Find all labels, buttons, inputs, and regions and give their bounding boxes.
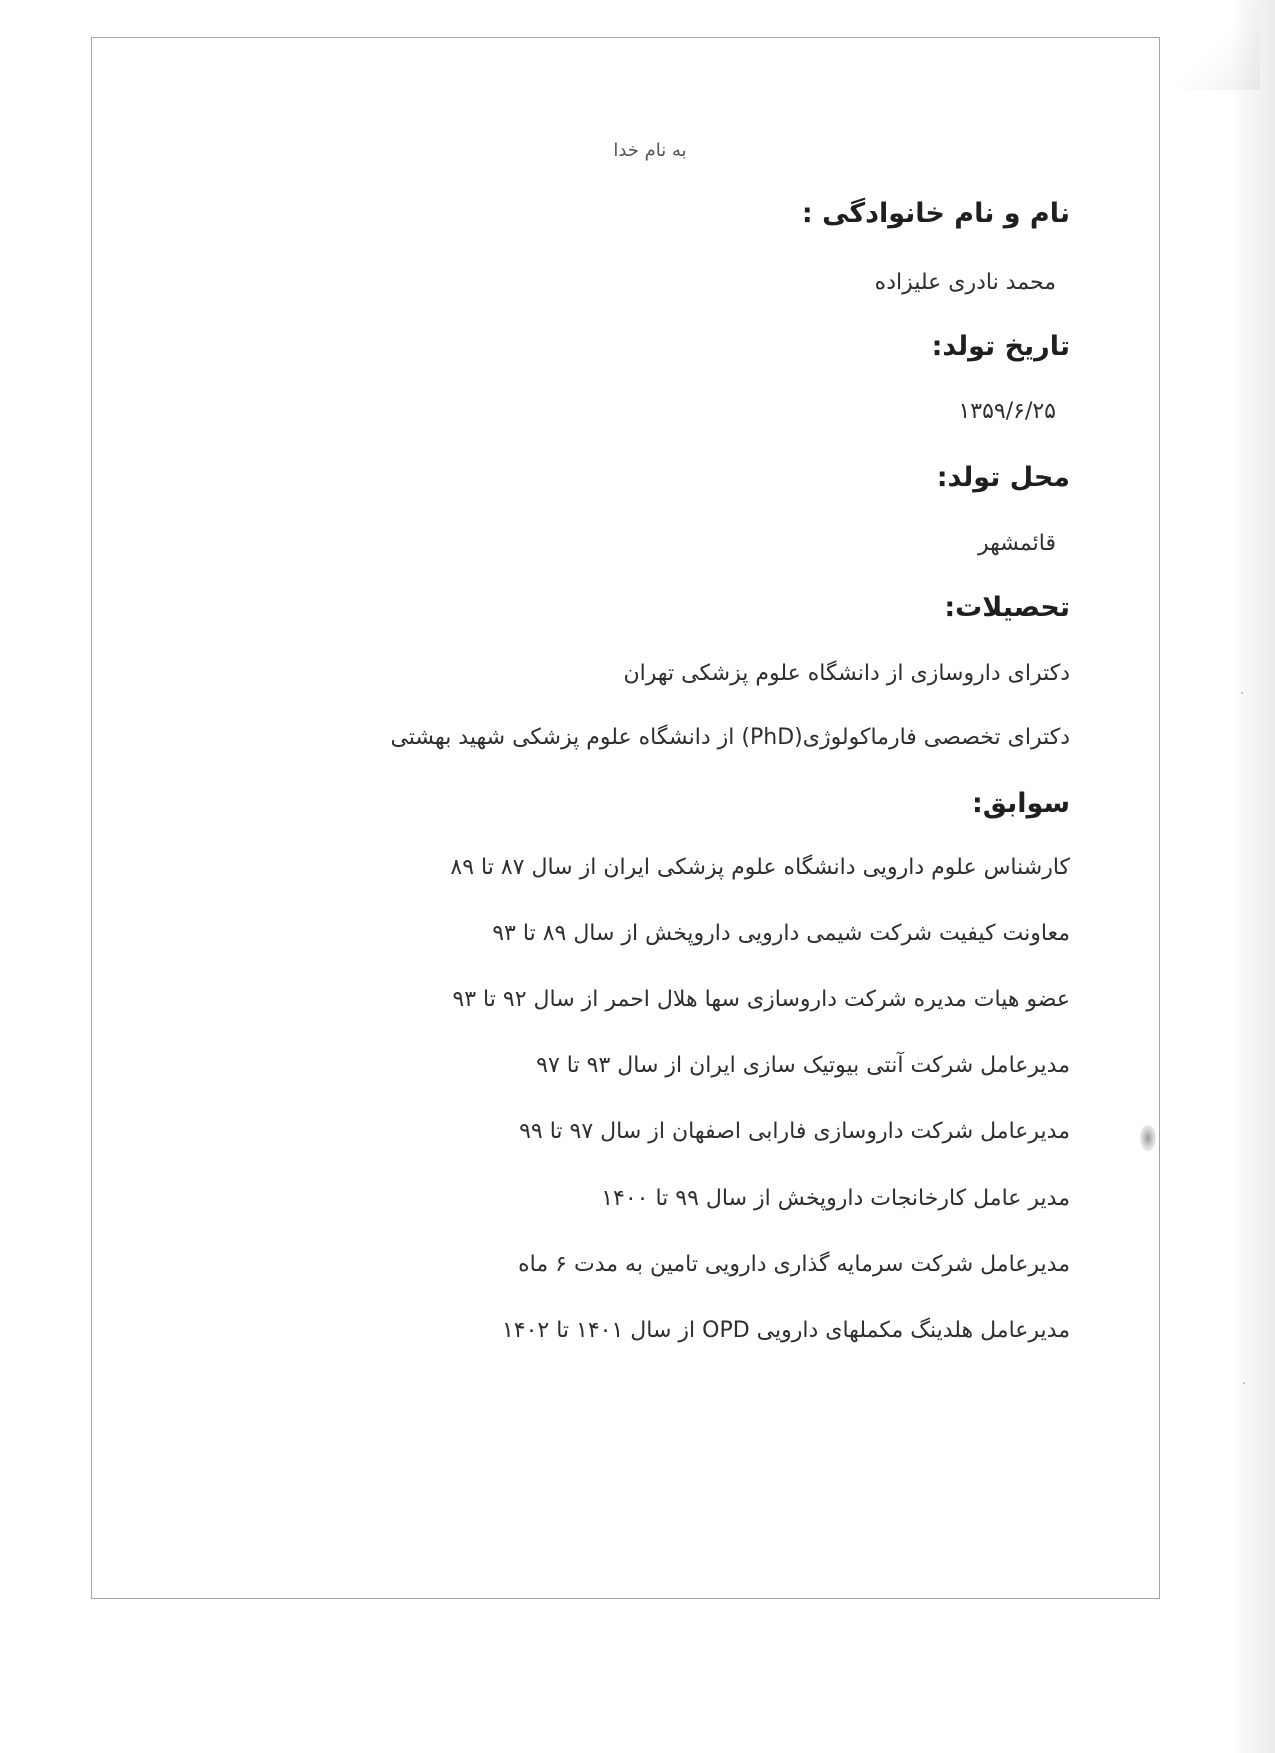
paper-speck (1243, 1382, 1245, 1384)
experience-item: معاونت کیفیت شرکت شیمی دارویی داروپخش از سال ۸۹ تا ۹۳ (492, 921, 1070, 946)
scan-edge-shadow (1232, 0, 1275, 1753)
name-value: محمد نادری علیزاده (874, 270, 1056, 295)
experience-item: کارشناس علوم دارویی دانشگاه علوم پزشکی ایران از سال ۸۷ تا ۸۹ (450, 855, 1070, 880)
paper-speck (1241, 692, 1243, 694)
birth-place-value: قائمشهر (978, 531, 1056, 556)
experience-item: عضو هیات مدیره شرکت داروسازی سها هلال احمر از سال ۹۲ تا ۹۳ (452, 987, 1070, 1012)
experience-label: سوابق: (971, 788, 1070, 819)
paper-corner-fold (1150, 0, 1260, 90)
cv-document (140, 0, 1070, 1753)
basmala-header: به نام خدا (613, 140, 687, 161)
experience-item: مدیرعامل شرکت سرمایه گذاری دارویی تامین به مدت ۶ ماه (518, 1252, 1070, 1277)
experience-item: مدیرعامل هلدینگ مکملهای دارویی OPD از سال ۱۴۰۱ تا ۱۴۰۲ (501, 1318, 1070, 1343)
experience-item: مدیر عامل کارخانجات داروپخش از سال ۹۹ تا ۱۴۰۰ (601, 1186, 1070, 1211)
name-label: نام و نام خانوادگی : (801, 198, 1070, 229)
paper-smudge (1140, 1125, 1156, 1151)
birth-date-label: تاریخ تولد: (931, 331, 1070, 362)
education-item: دکترای داروسازی از دانشگاه علوم پزشکی تهران (623, 661, 1070, 686)
experience-item: مدیرعامل شرکت داروسازی فارابی اصفهان از سال ۹۷ تا ۹۹ (519, 1119, 1070, 1144)
birth-place-label: محل تولد: (936, 462, 1070, 493)
birth-date-value: ۱۳۵۹/۶/۲۵ (958, 399, 1056, 424)
education-label: تحصیلات: (944, 592, 1070, 623)
experience-item: مدیرعامل شرکت آنتی بیوتیک سازی ایران از سال ۹۳ تا ۹۷ (536, 1053, 1070, 1078)
education-item: دکترای تخصصی فارماکولوژی(PhD) از دانشگاه علوم پزشکی شهید بهشتی (390, 725, 1070, 750)
